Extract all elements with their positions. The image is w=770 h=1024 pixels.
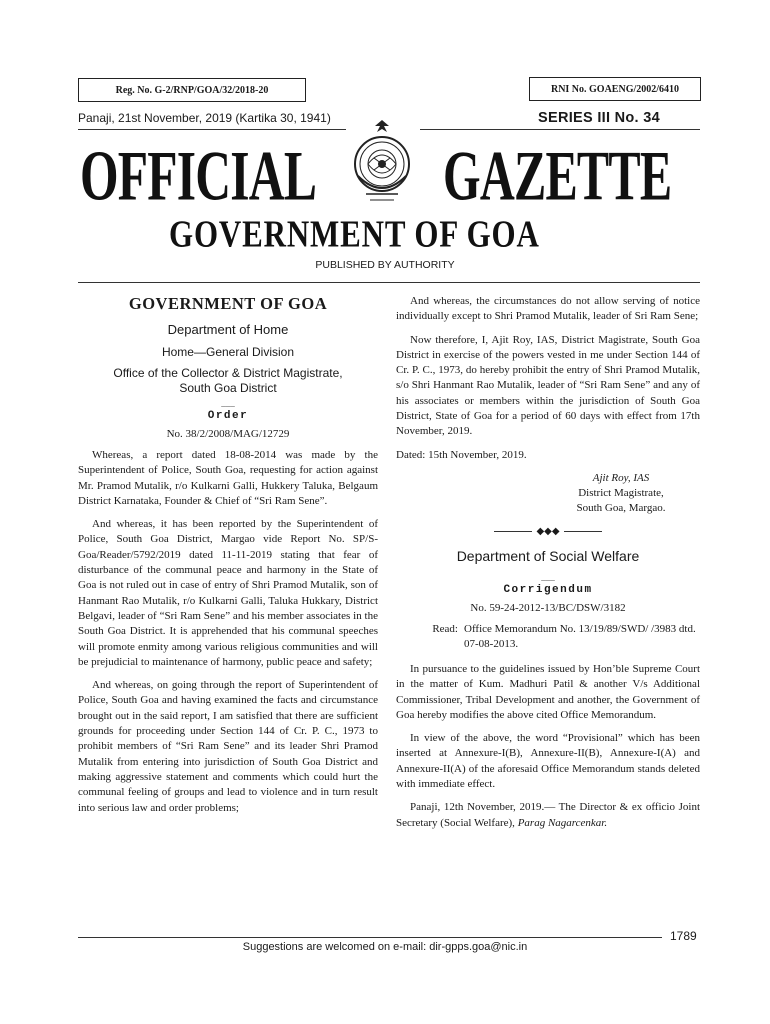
order-dated: Dated: 15th November, 2019.	[396, 448, 527, 461]
order-paragraph: Now therefore, I, Ajit Roy, IAS, District Magistrate, South Goa District in exercise of the powers vested in me under Section 144 of Cr. P. C., 1973, do hereby prohibit the entry of Shri Pramod Mutalik, s/o Shri Hanmant Rao Mutalik, leader of “Sri Ram Sene” and any of his associates or members within the jurisdiction of South Goa District, State of Goa for a period of 60 days with effect from 17th November, 2019.	[396, 333, 700, 438]
published-by-authority: PUBLISHED BY AUTHORITY	[315, 259, 455, 271]
masthead-government-of-goa: GOVERNMENT OF GOA	[169, 213, 540, 256]
right-column	[396, 294, 700, 839]
signatory-place: South Goa, Margao.	[576, 501, 666, 514]
corrigendum-number: No. 59-24-2012-13/BC/DSW/3182	[470, 601, 626, 614]
order-paragraph: And whereas, on going through the report of Superintendent of Police, South Goa and having examined the facts and circumstance brought out in the said report, I am satisfied that there are sufficient grounds for proceeding under Section 144 of Cr. P. C., 1973 to prohibit members of “Sri Ram Sene” and its leader Shri Pramod Mutalik from entering into jurisdiction of South Goa District and making aggressive statement and comments which could hurt the communal feeling of groups and lead to violence and in turn result into serious law and order problems;	[78, 679, 378, 814]
order-number: No. 38/2/2008/MAG/12729	[166, 428, 290, 440]
header-rule-right	[420, 129, 700, 130]
separator: ___	[221, 398, 235, 408]
left-heading: GOVERNMENT OF GOA	[128, 294, 328, 313]
header-rule-left	[78, 129, 346, 130]
order-title: Order	[207, 410, 249, 422]
rni-number: RNI No. GOAENG/2002/6410	[550, 83, 680, 95]
suggestions-footer: Suggestions are welcomed on e-mail: dir-gpps.goa@nic.in	[242, 941, 528, 953]
closing-name: Parag Nagarcenkar.	[517, 816, 608, 829]
division-name: Home—General Division	[161, 345, 295, 359]
corrigendum-paragraph: In pursuance to the guidelines issued by Hon’ble Supreme Court in the matter of Kum. Madhuri Patil & another V/s Additional Commissioner, Tribal Development and another, the Government of Goa hereby modifies the above cited Office Memorandum.	[396, 662, 700, 721]
masthead-official: OFFICIAL	[80, 137, 317, 216]
footer-rule	[78, 937, 662, 938]
corrigendum-paragraph: In view of the above, the word “Provisional” which has been inserted at Annexure-I(B), Annexure-II(B), Annexure-I(A) and Annexure-II(A) of the aforesaid Office Memorandum stands deleted with immediate effect.	[396, 732, 700, 791]
separator: ___	[541, 571, 555, 582]
masthead-rule	[78, 282, 700, 283]
series-number: SERIES III No. 34	[538, 110, 660, 126]
read-reference	[396, 622, 700, 652]
corrigendum-closing	[396, 800, 700, 831]
signatory-name: Ajit Roy, IAS	[592, 471, 650, 484]
issue-date: Panaji, 21st November, 2019 (Kartika 30, 1941)	[78, 111, 331, 125]
read-label: Read:	[432, 622, 458, 635]
masthead-gazette: GAZETTE	[443, 137, 672, 216]
order-paragraph: And whereas, it has been reported by the Superintendent of Police, South Goa District, Margao vide Report No. SP/S-Goa/Reader/5792/2019 dated 11-11-2019 stating that fear of disturbance of the communal peace and harmony in the State of Goa is not ruled out in case of entry of Shri Pramod Mutalik, son of Hanmant Rao Mutalik, r/o Kulkarni Galli, Taluka Hukkary, District Belgavi, leader of “Sri Ram Sene” and his member associates in the South Goa District. It is apprehended that his communal speeches will promote enmity among various religious communities and will be prejudicial to maintenance of harmony, public peace and safety;	[78, 518, 378, 668]
department-home: Department of Home	[167, 322, 289, 337]
read-text: Office Memorandum No. 13/19/89/SWD/ /3983 dtd. 07-08-2013.	[464, 622, 696, 650]
rni-number-box	[529, 77, 701, 101]
closing-text: Panaji, 12th November, 2019.— The Director & ex officio Joint Secretary (Social Welfare),	[396, 801, 700, 829]
order-paragraph: Whereas, a report dated 18-08-2014 was made by the Superintendent of Police, South Goa, requesting for action against Mr. Pramod Mutalik, r/o Kulkarni Galli, Hukkery Taluka, Belgaum District Karnataka, Founder & Chief of “Sri Ram Sene”.	[78, 449, 378, 507]
signatory-title: District Magistrate,	[578, 486, 664, 499]
office-name: Office of the Collector & District Magistrate, South Goa District	[113, 366, 343, 395]
signature-block	[546, 471, 696, 516]
registration-number: Reg. No. G-2/RNP/GOA/32/2018-20	[115, 84, 269, 96]
goa-state-emblem-icon	[344, 116, 420, 212]
page-number: 1789	[670, 929, 697, 943]
left-column	[78, 294, 378, 824]
order-paragraph: And whereas, the circumstances do not allow serving of notice individually except to Shri Pramod Mutalik, leader of Sri Ram Sene;	[396, 295, 700, 323]
registration-number-box	[78, 78, 306, 102]
corrigendum-title: Corrigendum	[503, 583, 593, 596]
department-social-welfare: Department of Social Welfare	[456, 547, 640, 564]
divider-diamonds-icon: ◆◆◆	[536, 525, 560, 537]
section-divider	[396, 526, 700, 538]
